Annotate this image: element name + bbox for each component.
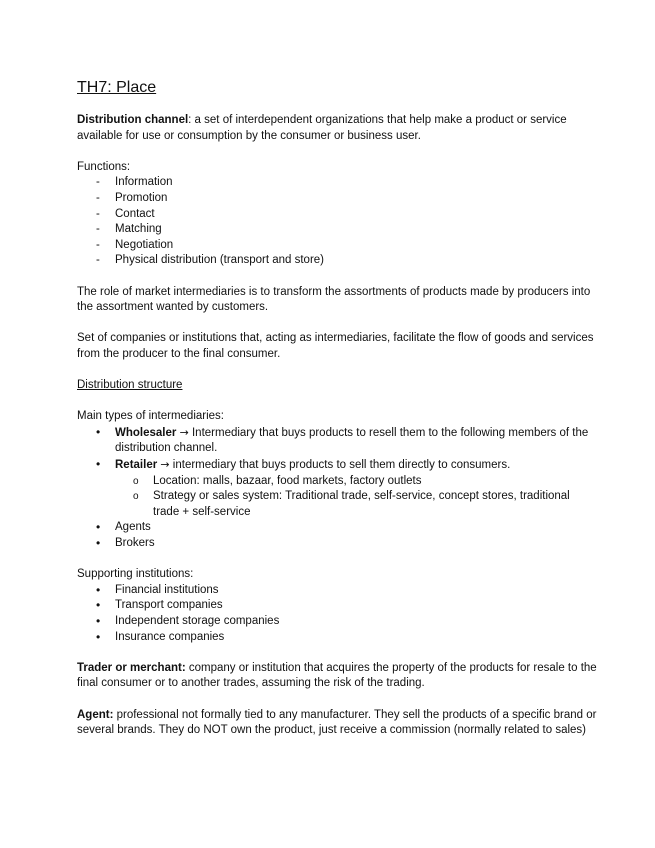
trader-text: company or institution that acquires the property of the products for resale to the final consumer or to another trades, assuming the risk of the trading. xyxy=(77,661,597,690)
agent-definition xyxy=(77,708,597,739)
list-item: • Transport companies xyxy=(77,598,597,614)
list-item: - Matching xyxy=(77,222,597,238)
list-item: • Financial institutions xyxy=(77,583,597,599)
functions-heading: Functions: xyxy=(77,160,131,173)
retailer-sublist xyxy=(115,474,597,521)
trader-term: Trader or merchant: xyxy=(77,661,186,674)
list-item: - Information xyxy=(77,175,597,191)
list-item: - Contact xyxy=(77,207,597,223)
agent-text: professional not formally tied to any manufacturer. They sell the products of a specific brand or several brands. They do NOT own the product, just receive a commission (normally related to sales) xyxy=(77,708,597,737)
distribution-channel-term: Distribution channel xyxy=(77,114,189,126)
distribution-channel-text: : a set of interdependent organizations that help make a product or service available for use or consumption by the consumer or business user. xyxy=(77,114,567,142)
list-item: - Promotion xyxy=(77,191,597,207)
functions-list xyxy=(77,175,597,269)
page-title: TH7: Place xyxy=(77,79,157,96)
list-item-retailer xyxy=(77,457,597,520)
supporting-heading: Supporting institutions: xyxy=(77,568,194,581)
list-item-wholesaler xyxy=(77,425,597,457)
sub-list-item: o Location: malls, bazaar, food markets, factory outlets xyxy=(115,474,597,490)
retailer-term: Retailer xyxy=(115,459,158,472)
set-paragraph: Set of companies or institutions that, acting as intermediaries, facilitate the flow of goods and services from the producer to the final consumer. xyxy=(77,332,594,360)
list-item: • Independent storage companies xyxy=(77,614,597,630)
supporting-list xyxy=(77,583,597,645)
agent-term: Agent: xyxy=(77,708,114,721)
list-item-agents: • Agents xyxy=(77,520,597,536)
intermediaries-heading: Main types of intermediaries: xyxy=(77,410,225,423)
trader-definition xyxy=(77,661,597,692)
distribution-structure-heading: Distribution structure xyxy=(77,379,183,392)
list-item: • Insurance companies xyxy=(77,630,597,646)
distribution-channel-definition xyxy=(77,113,597,144)
document-page xyxy=(77,78,597,739)
retailer-text: intermediary that buys products to sell them directly to consumers. xyxy=(169,459,511,472)
arrow-right-icon: → xyxy=(160,458,170,472)
wholesaler-term: Wholesaler xyxy=(115,426,177,439)
wholesaler-text: Intermediary that buys products to resell them to the following members of the distribution channel. xyxy=(115,426,589,455)
list-item-brokers: • Brokers xyxy=(77,536,597,552)
intermediaries-list xyxy=(77,425,597,552)
arrow-right-icon: → xyxy=(179,425,189,439)
list-item: - Physical distribution (transport and store) xyxy=(77,253,597,269)
list-item: - Negotiation xyxy=(77,238,597,254)
role-paragraph: The role of market intermediaries is to transform the assortments of products made by producers into the assortment wanted by customers. xyxy=(77,285,591,314)
sub-list-item: o Strategy or sales system: Traditional trade, self-service, concept stores, traditional trade + self-service xyxy=(115,489,597,520)
